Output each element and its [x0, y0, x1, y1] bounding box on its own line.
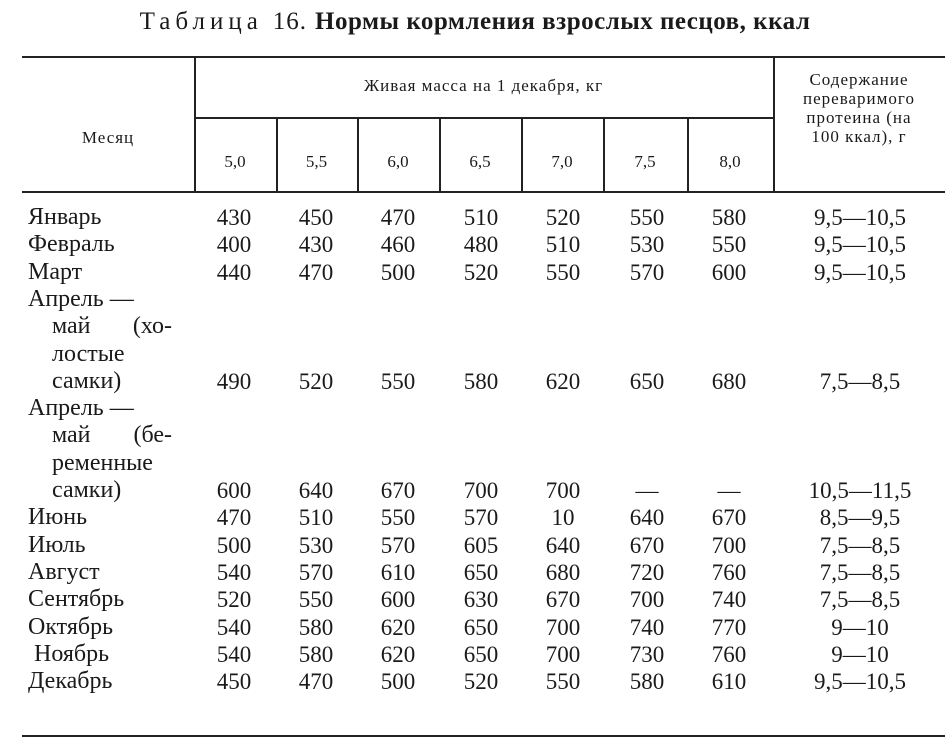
table-cell: 400	[216, 232, 252, 258]
weight-column-header: 7,0	[551, 152, 573, 171]
table-cell: 650	[629, 368, 665, 394]
table-cell: 470	[216, 505, 252, 531]
table-cell: 580	[711, 205, 747, 230]
protein-header-line: 100 ккал), г	[811, 127, 907, 146]
table-number: 16.	[272, 8, 308, 35]
row-month-label: Март	[28, 258, 83, 285]
table-cell: 600	[380, 587, 416, 613]
row-month-label: самки)	[52, 477, 122, 503]
protein-value: 9,5—10,5	[814, 259, 906, 285]
table-cell: 510	[298, 505, 334, 531]
table-cell: 500	[380, 669, 416, 695]
protein-value: 7,5—8,5	[819, 368, 901, 394]
table-title-lead: Таблица	[139, 8, 263, 35]
table-cell: 430	[298, 232, 334, 258]
protein-value: 9,5—10,5	[814, 232, 906, 258]
row-month-label: Июль	[28, 531, 86, 558]
table-cell: 490	[216, 368, 252, 394]
header-column-divider	[357, 117, 359, 192]
table-cell: 610	[380, 559, 416, 585]
table-cell: 450	[216, 669, 252, 695]
header-column-divider	[439, 117, 441, 192]
table-cell: 700	[545, 641, 581, 667]
header-column-divider	[276, 117, 278, 192]
table-cell: 440	[216, 259, 252, 285]
table-cell: 540	[216, 559, 252, 585]
table-cell: 520	[298, 368, 334, 394]
table-cell: 580	[463, 368, 499, 394]
protein-value: 9,5—10,5	[814, 205, 906, 230]
table-cell: —	[635, 478, 659, 503]
table-cell: 500	[380, 259, 416, 285]
table-cell: 610	[711, 669, 747, 695]
table-cell: 740	[711, 587, 747, 613]
protein-value: 10,5—11,5	[808, 478, 912, 503]
table-cell: 550	[545, 259, 581, 285]
table-cell: 520	[463, 259, 499, 285]
row-month-label: Июнь	[28, 504, 88, 531]
row-month-label: ременные	[52, 449, 153, 476]
table-cell: 530	[629, 232, 665, 258]
table-cell: 510	[463, 205, 499, 230]
table-cell: 700	[629, 587, 665, 613]
protein-value: 7,5—8,5	[819, 532, 901, 558]
table-cell: 450	[298, 205, 334, 230]
table-cell: 760	[711, 559, 747, 585]
protein-value: 9,5—10,5	[814, 669, 906, 695]
table-cell: 430	[216, 205, 252, 230]
table-cell: 550	[380, 505, 416, 531]
table-cell: 670	[380, 478, 416, 503]
header-column-divider	[521, 117, 523, 192]
table-cell: 580	[298, 614, 334, 640]
protein-value: 7,5—8,5	[819, 559, 901, 585]
table-cell: 550	[711, 232, 747, 258]
table-cell: 550	[298, 587, 334, 613]
table-cell: 700	[545, 478, 581, 503]
table-top-rule	[22, 56, 945, 58]
table-cell: 500	[216, 532, 252, 558]
table-cell: 540	[216, 614, 252, 640]
weight-column-header: 5,0	[224, 152, 246, 171]
row-month-label: Ноябрь	[34, 640, 110, 667]
table-cell: 520	[463, 669, 499, 695]
row-month-label: Февраль	[28, 231, 115, 258]
row-month-label: Октябрь	[28, 613, 114, 640]
weight-column-header: 6,0	[387, 152, 409, 171]
table-cell: 480	[463, 232, 499, 258]
table-cell: 550	[629, 205, 665, 230]
protein-header-line: протеина (на	[806, 108, 912, 127]
table-cell: 550	[545, 669, 581, 695]
table-cell: 620	[545, 368, 581, 394]
row-month-label: Сентябрь	[28, 586, 125, 613]
table-cell: 520	[216, 587, 252, 613]
weight-column-header: 8,0	[719, 152, 741, 171]
table-cell: 650	[463, 559, 499, 585]
table-cell: 720	[629, 559, 665, 585]
table-cell: 670	[711, 505, 747, 531]
table-cell: 470	[298, 669, 334, 695]
row-month-label: Декабрь	[28, 668, 113, 695]
row-month-label: самки)	[52, 367, 122, 394]
table-cell: 650	[463, 614, 499, 640]
table-cell: 530	[298, 532, 334, 558]
header-column-divider	[687, 117, 689, 192]
table-cell: 540	[216, 641, 252, 667]
table-cell: 730	[629, 641, 665, 667]
table-cell: 570	[629, 259, 665, 285]
table-title-text: Нормы кормления взрослых песцов, ккал	[315, 8, 811, 35]
table-cell: 670	[545, 587, 581, 613]
table-cell: 470	[298, 259, 334, 285]
weight-column-header: 5,5	[305, 152, 328, 171]
weight-column-header: 6,5	[469, 152, 491, 171]
table-cell: 570	[463, 505, 499, 531]
table-cell: 570	[380, 532, 416, 558]
month-column-header: Месяц	[81, 128, 135, 147]
table-cell: 650	[463, 641, 499, 667]
protein-value: 9—10	[831, 614, 889, 640]
table-cell: 760	[711, 641, 747, 667]
weight-column-header: 7,5	[634, 152, 656, 171]
table-cell: 620	[380, 641, 416, 667]
protein-header-line: переваримого	[803, 89, 915, 108]
protein-value: 9—10	[831, 641, 889, 667]
table-cell: 700	[545, 614, 581, 640]
table-cell: 680	[545, 559, 581, 585]
row-month-label: Апрель —	[28, 395, 134, 422]
table-cell: 680	[711, 368, 747, 394]
table-cell: 640	[298, 478, 334, 503]
row-month-label: май (бе-	[52, 422, 172, 449]
table-cell: 580	[298, 641, 334, 667]
table-cell: 470	[380, 205, 416, 230]
table-cell: 580	[629, 669, 665, 695]
header-bottom-rule	[22, 191, 945, 193]
table-cell: 770	[711, 614, 747, 640]
table-cell: 640	[629, 505, 665, 531]
row-month-label: Январь	[28, 204, 102, 230]
table-cell: 550	[380, 368, 416, 394]
table-cell: 460	[380, 232, 416, 258]
table-cell: 640	[545, 532, 581, 558]
protein-value: 8,5—9,5	[819, 505, 901, 531]
table-cell: 520	[545, 205, 581, 230]
header-column-divider	[603, 117, 605, 192]
table-cell: 670	[629, 532, 665, 558]
table-cell: 510	[545, 232, 581, 258]
table-cell: 630	[463, 587, 499, 613]
table-cell: 605	[463, 532, 499, 558]
table-cell: 740	[629, 614, 665, 640]
table-cell: 620	[380, 614, 416, 640]
row-month-label: Август	[28, 558, 100, 585]
live-weight-header: Живая масса на 1 декабря, кг	[363, 76, 604, 95]
row-month-label: май (хо-	[52, 313, 172, 340]
table-cell: 10	[551, 505, 575, 531]
protein-value: 7,5—8,5	[819, 587, 901, 613]
table-title	[0, 8, 950, 36]
table-cell: 700	[711, 532, 747, 558]
table-bottom-rule	[22, 735, 945, 737]
table-cell: 700	[463, 478, 499, 503]
protein-header-line: Содержание	[809, 70, 909, 89]
row-month-label: Апрель —	[28, 285, 134, 312]
table-cell: 570	[298, 559, 334, 585]
table-cell: 600	[711, 259, 747, 285]
row-month-label: лостые	[52, 340, 125, 367]
table-cell: —	[717, 478, 741, 503]
table-cell: 600	[216, 478, 252, 503]
